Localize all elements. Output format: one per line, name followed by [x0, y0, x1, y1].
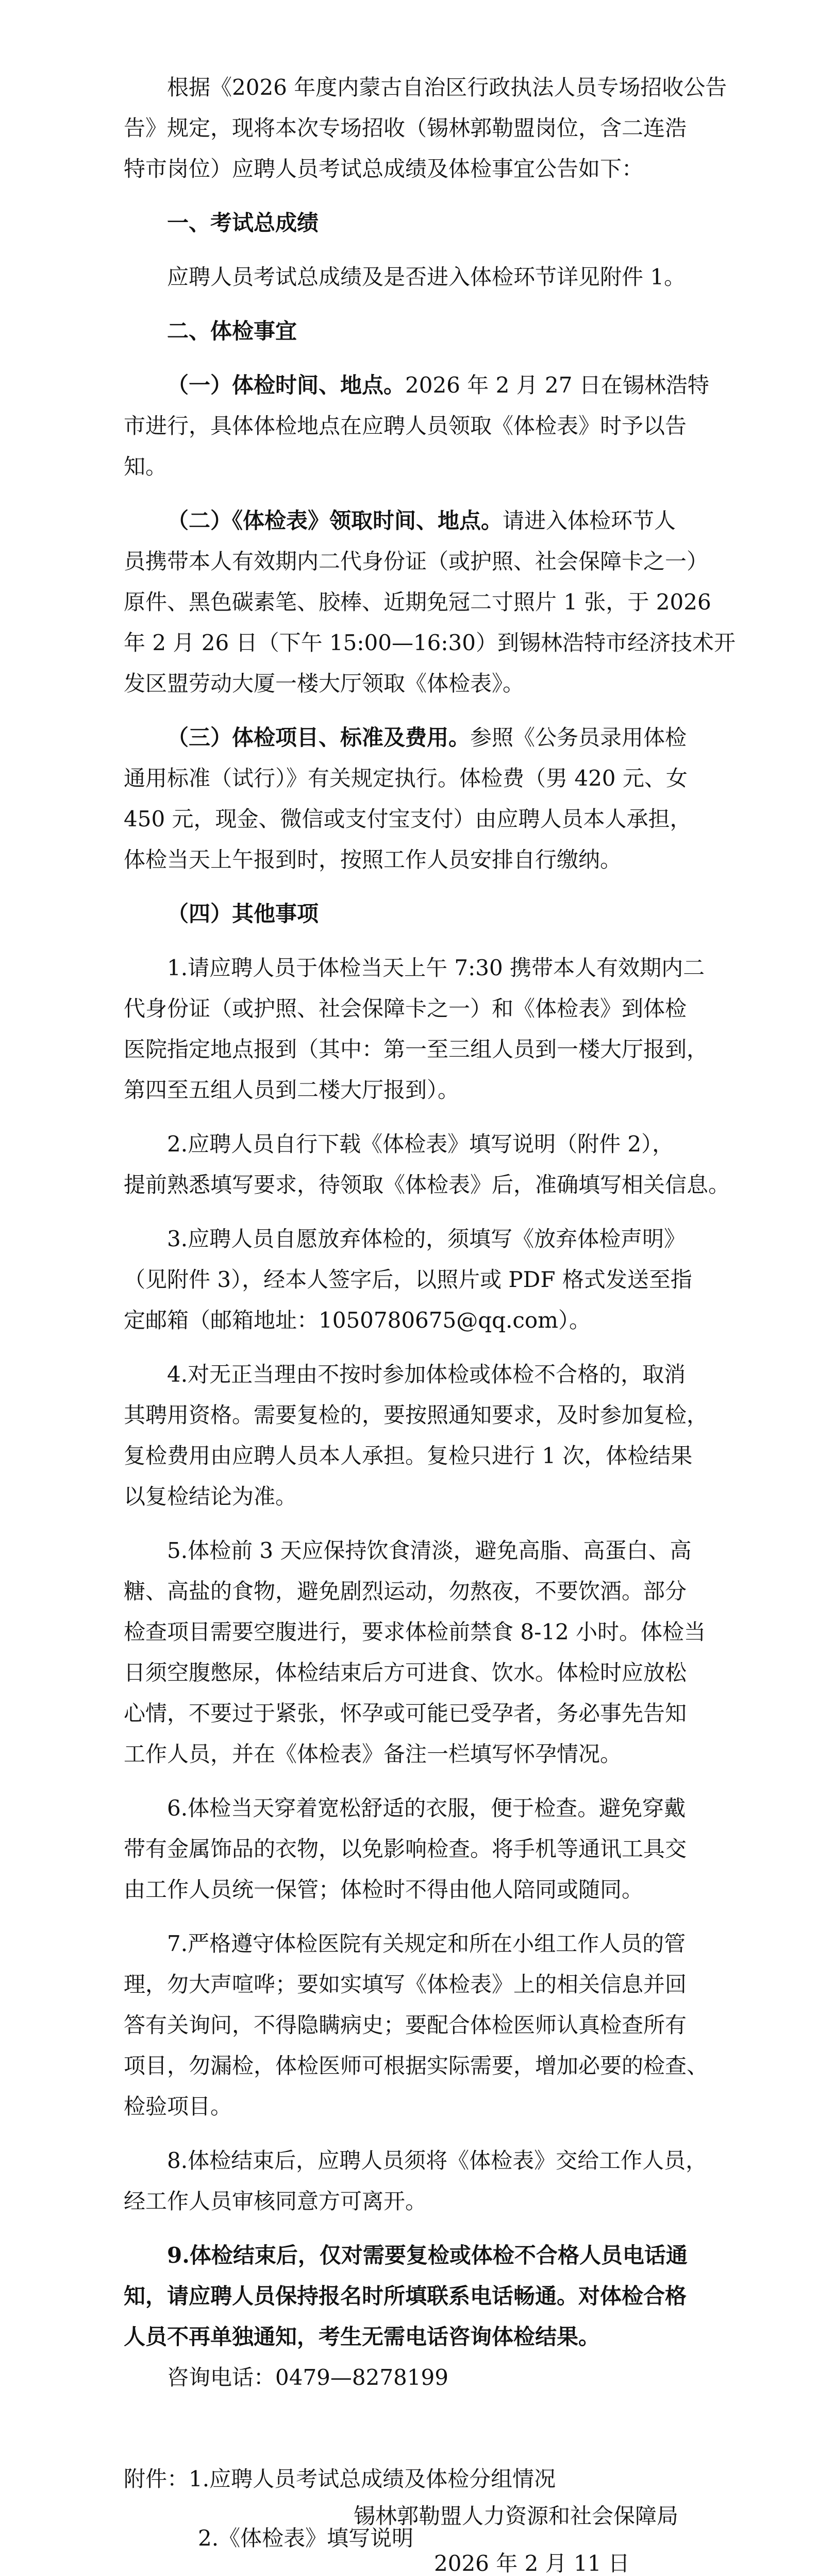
other-item-8	[124, 2140, 818, 2222]
other-item-line: 1.请应聘人员于体检当天上午 7:30 携带本人有效期内二	[167, 955, 705, 980]
sub-section-3-text: 参照《公务员录用体检	[470, 725, 687, 750]
other-item-line: 以复检结论为准。	[124, 1484, 297, 1509]
other-item-line: 理，勿大声喧哗；要如实填写《体检表》上的相关信息并回	[124, 1972, 687, 1997]
notice-body	[124, 67, 818, 2576]
other-item-line: 由工作人员统一保管；体检时不得由他人陪同或随同。	[124, 1877, 644, 1902]
other-item-line: 答有关询问，不得隐瞒病史；要配合体检医师认真检查所有	[124, 2012, 687, 2038]
other-item-line: 8.体检结束后，应聘人员须将《体检表》交给工作人员，	[167, 2148, 708, 2173]
sub-section-2-line: 原件、黑色碳素笔、胶棒、近期免冠二寸照片 1 张，于 2026	[124, 589, 711, 615]
sub-section-2-text: 请进入体检环节人	[503, 508, 676, 533]
other-item-5	[124, 1530, 818, 1774]
sub-section-2-line: 发区盟劳动大厦一楼大厅领取《体检表》。	[124, 671, 525, 696]
other-item-4	[124, 1354, 818, 1517]
section-1-heading: 一、考试总成绩	[167, 210, 319, 235]
other-item-3	[124, 1218, 818, 1341]
sub-section-1-line: 市进行，具体体检地点在应聘人员领取《体检表》时予以告	[124, 413, 687, 438]
contact-phone: 咨询电话：0479—8278199	[167, 2365, 448, 2390]
other-item-line: 9.体检结束后，仅对需要复检或体检不合格人员电话通	[167, 2243, 688, 2268]
intro-line: 根据《2026 年度内蒙古自治区行政执法人员专场招收公告	[167, 75, 727, 100]
sub-section-2-line: 员携带本人有效期内二代身份证（或护照、社会保障卡之一）	[124, 549, 709, 574]
other-item-2	[124, 1124, 818, 1205]
other-item-line: 经工作人员审核同意方可离开。	[124, 2189, 427, 2214]
sub-section-4-label: （四）其他事项	[167, 901, 319, 926]
other-item-line: （见附件 3），经本人签字后，以照片或 PDF 格式发送至指	[124, 1267, 692, 1292]
other-item-line: 项目，勿漏检，体检医师可根据实际需要，增加必要的检查、	[124, 2053, 709, 2078]
sub-section-2-first-line	[124, 500, 818, 541]
other-item-line: 4.对无正当理由不按时参加体检或体检不合格的，取消	[167, 1362, 686, 1387]
sub-section-3-line: 通用标准（试行）》有关规定执行。体检费（男 420 元、女	[124, 766, 688, 791]
sub-section-1-label: （一）体检时间、地点。	[167, 372, 406, 398]
other-item-line: 2.应聘人员自行下载《体检表》填写说明（附件 2），	[167, 1131, 674, 1157]
other-item-line: 检查项目需要空腹进行，要求体检前禁食 8-12 小时。体检当	[124, 1619, 706, 1645]
section-1-text: 应聘人员考试总成绩及是否进入体检环节详见附件 1。	[167, 264, 686, 290]
issuing-organization: 锡林郭勒盟人力资源和社会保障局	[354, 2503, 679, 2529]
other-item-line: 3.应聘人员自愿放弃体检的，须填写《放弃体检声明》	[167, 1226, 686, 1251]
attachment-item: 2.《体检表》填写说明	[198, 2526, 414, 2551]
sub-section-3	[124, 717, 818, 880]
other-item-line: 7.严格遵守体检医院有关规定和所在小组工作人员的管	[167, 1931, 686, 1956]
intro-paragraph	[124, 67, 818, 189]
issue-date: 2026 年 2 月 11 日	[434, 2551, 630, 2576]
other-item-line: 知，请应聘人员保持报名时所填联系电话畅通。对体检合格	[124, 2283, 687, 2309]
other-item-line: 带有金属饰品的衣物，以免影响检查。将手机等通讯工具交	[124, 1836, 687, 1861]
sub-section-2	[124, 500, 818, 704]
sub-section-3-line: 体检当天上午报到时，按照工作人员安排自行缴纳。	[124, 847, 622, 872]
other-item-line: 提前熟悉填写要求，待领取《体检表》后，准确填写相关信息。	[124, 1172, 730, 1197]
other-item-line: 人员不再单独通知，考生无需电话咨询体检结果。	[124, 2324, 600, 2349]
other-item-line: 第四至五组人员到二楼大厅报到）。	[124, 1077, 460, 1103]
sub-section-3-line: 450 元，现金、微信或支付宝支付）由应聘人员本人承担，	[124, 806, 692, 832]
other-item-7	[124, 1923, 818, 2127]
sub-section-1-line: 知。	[124, 454, 168, 479]
sub-section-3-first-line	[124, 717, 818, 758]
other-item-line: 定邮箱（邮箱地址：1050780675@qq.com）。	[124, 1308, 591, 1333]
other-item-line: 5.体检前 3 天应保持饮食清淡，避免高脂、高蛋白、高	[167, 1538, 692, 1563]
other-item-line: 其聘用资格。需要复检的，要按照通知要求，及时参加复检，	[124, 1402, 709, 1428]
attachment-item: 1.应聘人员考试总成绩及体检分组情况	[189, 2466, 556, 2492]
other-item-line: 代身份证（或护照、社会保障卡之一）和《体检表》到体检	[124, 996, 687, 1021]
sub-section-2-label: （二）《体检表》领取时间、地点。	[167, 508, 503, 533]
other-item-line: 6.体检当天穿着宽松舒适的衣服，便于检查。避免穿戴	[167, 1795, 686, 1821]
attachments-label: 附件：	[124, 2466, 189, 2492]
sub-section-2-line: 年 2 月 26 日（下午 15:00—16:30）到锡林浩特市经济技术开	[124, 630, 736, 655]
other-item-line: 复检费用由应聘人员本人承担。复检只进行 1 次，体检结果	[124, 1443, 693, 1468]
other-item-line: 医院指定地点报到（其中：第一至三组人员到一楼大厅报到，	[124, 1037, 709, 1062]
other-item-line: 检验项目。	[124, 2094, 232, 2119]
other-item-line: 工作人员，并在《体检表》备注一栏填写怀孕情况。	[124, 1741, 622, 1767]
other-item-9	[124, 2235, 818, 2357]
intro-line: 告》规定，现将本次专场招收（锡林郭勒盟岗位，含二连浩	[124, 115, 687, 141]
sub-section-1-first-line	[124, 365, 818, 405]
attachments-first-line	[124, 2466, 556, 2492]
other-item-1	[124, 947, 818, 1110]
other-item-line: 心情，不要过于紧张，怀孕或可能已受孕者，务必事先告知	[124, 1701, 687, 1726]
other-item-6	[124, 1788, 818, 1910]
section-2-heading: 二、体检事宜	[167, 318, 297, 344]
sub-section-1	[124, 365, 818, 487]
intro-line: 特市岗位）应聘人员考试总成绩及体检事宜公告如下：	[124, 156, 644, 181]
other-item-line: 糖、高盐的食物，避免剧烈运动，勿熬夜，不要饮酒。部分	[124, 1579, 687, 1604]
sub-section-3-label: （三）体检项目、标准及费用。	[167, 725, 471, 750]
other-item-line: 日须空腹憋尿，体检结束后方可进食、饮水。体检时应放松	[124, 1660, 687, 1685]
sub-section-1-text: 2026 年 2 月 27 日在锡林浩特	[405, 372, 709, 398]
